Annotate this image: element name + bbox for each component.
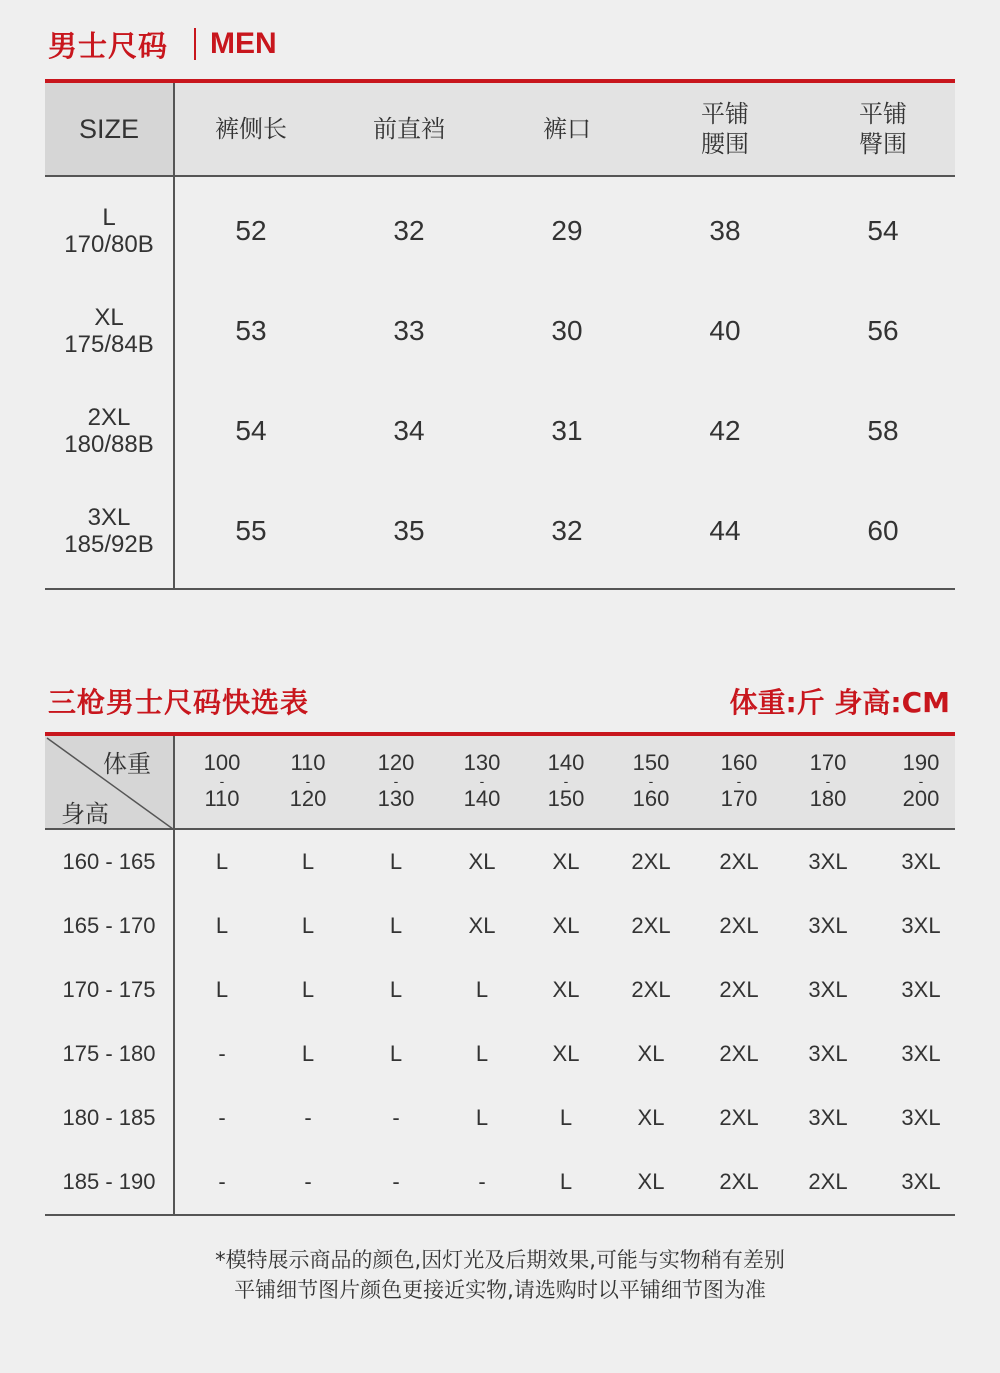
weight-to: 120 (289, 786, 327, 811)
size-cell: 2XL (631, 849, 671, 874)
size-cell: L (389, 849, 403, 874)
size-cell: 3XL (901, 1041, 941, 1066)
measurement-cell: 56 (867, 315, 899, 346)
weight-range-header (531, 750, 601, 812)
measurement-cell: 35 (393, 515, 425, 546)
weight-to: 160 (632, 786, 670, 811)
weight-range-header (447, 750, 517, 812)
size-cell: 2XL (719, 1041, 759, 1066)
note-line-2: 平铺细节图片颜色更接近实物,请选购时以平铺细节图为准 (234, 1278, 766, 1302)
size-cell: L (559, 1169, 573, 1194)
weight-range-header (886, 750, 956, 812)
size-cell: 3XL (808, 977, 848, 1002)
table-bottom-rule (45, 1214, 955, 1216)
section1-title-en: MEN (210, 27, 277, 60)
size-code: 2XL (87, 404, 131, 431)
weight-from: 140 (547, 750, 585, 775)
size-cell: 3XL (901, 977, 941, 1002)
size-cell: 2XL (808, 1169, 848, 1194)
measurement-cell: 32 (393, 215, 425, 246)
column-rule (173, 83, 175, 589)
weight-to: 200 (902, 786, 940, 811)
size-cell: L (301, 913, 315, 938)
size-label (45, 304, 173, 358)
size-cell: 2XL (719, 977, 759, 1002)
range-dash: - (563, 773, 569, 789)
weight-from: 110 (290, 750, 326, 775)
header-rule (45, 175, 955, 177)
size-cell: 3XL (901, 913, 941, 938)
size-cell: XL (637, 1041, 665, 1066)
size-cell: XL (552, 913, 580, 938)
section1-title (48, 24, 277, 64)
size-cell: 3XL (901, 1169, 941, 1194)
measurement-cell: 42 (709, 415, 741, 446)
weight-to: 170 (720, 786, 758, 811)
size-label (45, 404, 173, 458)
measurement-cell: 32 (551, 515, 583, 546)
size-header: SIZE (78, 113, 139, 144)
size-cell: XL (468, 849, 496, 874)
column-header: 平铺 臀围 (859, 100, 907, 158)
corner-weight-label: 体重 (103, 750, 151, 778)
measurement-cell: 55 (235, 515, 267, 546)
measurement-cell: 31 (551, 415, 583, 446)
size-cell: XL (552, 977, 580, 1002)
size-cell: 2XL (719, 913, 759, 938)
size-cell: L (301, 1041, 315, 1066)
weight-to: 140 (463, 786, 501, 811)
size-cell: - (218, 1105, 226, 1130)
measurement-cell: 44 (709, 515, 741, 546)
size-cell: 3XL (808, 849, 848, 874)
table-bottom-rule (45, 588, 955, 590)
size-cell: XL (637, 1169, 665, 1194)
size-cell: - (304, 1105, 312, 1130)
weight-to: 180 (809, 786, 847, 811)
measurement-cell: 52 (235, 215, 267, 246)
column-header: 平铺 腰围 (701, 100, 749, 158)
size-spec: 180/88B (64, 431, 154, 458)
size-cell: 2XL (631, 913, 671, 938)
measurement-cell: 33 (393, 315, 425, 346)
size-cell: - (392, 1105, 400, 1130)
measurement-cell: 30 (551, 315, 583, 346)
measurement-cell: 29 (551, 215, 583, 246)
column-header: 裤口 (543, 115, 591, 143)
size-cell: 2XL (631, 977, 671, 1002)
weight-from: 170 (809, 750, 847, 775)
height-range-label: 185 - 190 (62, 1169, 156, 1194)
range-dash: - (393, 773, 399, 789)
size-label (45, 204, 173, 258)
measurement-cell: 60 (867, 515, 899, 546)
size-code: XL (94, 304, 124, 331)
weight-range-header (361, 750, 431, 812)
corner-height-label: 身高 (61, 800, 109, 828)
size-cell: L (475, 1105, 489, 1130)
size-label (45, 504, 173, 558)
quick-select-table (45, 732, 955, 1217)
weight-range-header (616, 750, 686, 812)
size-spec: 170/80B (64, 231, 154, 258)
size-cell: - (392, 1169, 400, 1194)
range-dash: - (219, 773, 225, 789)
size-cell: 3XL (808, 1041, 848, 1066)
weight-range-header (187, 750, 257, 812)
size-cell: L (475, 977, 489, 1002)
height-range-label: 165 - 170 (62, 913, 156, 938)
size-spec: 175/84B (64, 331, 154, 358)
column-header: 裤侧长 (215, 115, 287, 143)
size-cell: 3XL (901, 1105, 941, 1130)
range-dash: - (305, 773, 311, 789)
size-code: L (102, 204, 116, 231)
size-cell: 2XL (719, 1169, 759, 1194)
weight-range-header (273, 750, 343, 812)
measurement-cell: 53 (235, 315, 267, 346)
note-line-1: *模特展示商品的颜色,因灯光及后期效果,可能与实物稍有差别 (215, 1248, 785, 1272)
measurement-cell: 54 (867, 215, 899, 246)
size-cell: L (389, 1041, 403, 1066)
column-rule (173, 736, 175, 1216)
size-cell: L (389, 913, 403, 938)
size-table (45, 79, 955, 590)
size-cell: 3XL (808, 1105, 848, 1130)
weight-from: 100 (203, 750, 241, 775)
weight-to: 130 (377, 786, 415, 811)
weight-range-header (793, 750, 863, 812)
range-dash: - (648, 773, 654, 789)
header-rule (45, 828, 955, 830)
size-cell: 2XL (719, 1105, 759, 1130)
size-cell: - (478, 1169, 486, 1194)
corner-cell (45, 736, 173, 829)
column-header: 前直裆 (373, 115, 445, 143)
size-spec: 185/92B (64, 531, 154, 558)
size-cell: 3XL (808, 913, 848, 938)
title-divider (194, 28, 196, 60)
weight-to: 150 (547, 786, 585, 811)
weight-from: 150 (632, 750, 670, 775)
range-dash: - (736, 773, 742, 789)
measurement-cell: 58 (867, 415, 899, 446)
size-cell: L (215, 913, 229, 938)
size-cell: L (215, 849, 229, 874)
units-label: 体重:斤 身高:CM (729, 686, 950, 719)
range-dash: - (825, 773, 831, 789)
size-cell: L (475, 1041, 489, 1066)
size-cell: XL (637, 1105, 665, 1130)
measurement-cell: 40 (709, 315, 741, 346)
range-dash: - (479, 773, 485, 789)
measurement-cell: 38 (709, 215, 741, 246)
weight-from: 130 (463, 750, 501, 775)
size-cell: XL (468, 913, 496, 938)
size-cell: 2XL (719, 849, 759, 874)
size-cell: - (304, 1169, 312, 1194)
weight-from: 120 (377, 750, 415, 775)
measurement-cell: 54 (235, 415, 267, 446)
size-cell: L (389, 977, 403, 1002)
size-cell: L (559, 1105, 573, 1130)
size-cell: - (218, 1041, 226, 1066)
height-range-label: 175 - 180 (62, 1041, 156, 1066)
height-range-label: 180 - 185 (62, 1105, 156, 1130)
size-cell: L (215, 977, 229, 1002)
weight-to: 110 (204, 786, 240, 811)
height-range-label: 170 - 175 (62, 977, 156, 1002)
size-code: 3XL (87, 504, 131, 531)
size-cell: - (218, 1169, 226, 1194)
size-cell: 3XL (901, 849, 941, 874)
section2-title: 三枪男士尺码快选表 (48, 686, 310, 719)
size-cell: L (301, 849, 315, 874)
size-cell: L (301, 977, 315, 1002)
section1-title-cn: 男士尺码 (48, 28, 169, 63)
height-range-label: 160 - 165 (62, 849, 156, 874)
size-cell: XL (552, 1041, 580, 1066)
measurement-cell: 34 (393, 415, 425, 446)
weight-range-header (704, 750, 774, 812)
range-dash: - (918, 773, 924, 789)
weight-from: 160 (720, 750, 758, 775)
size-cell: XL (552, 849, 580, 874)
weight-from: 190 (902, 750, 940, 775)
